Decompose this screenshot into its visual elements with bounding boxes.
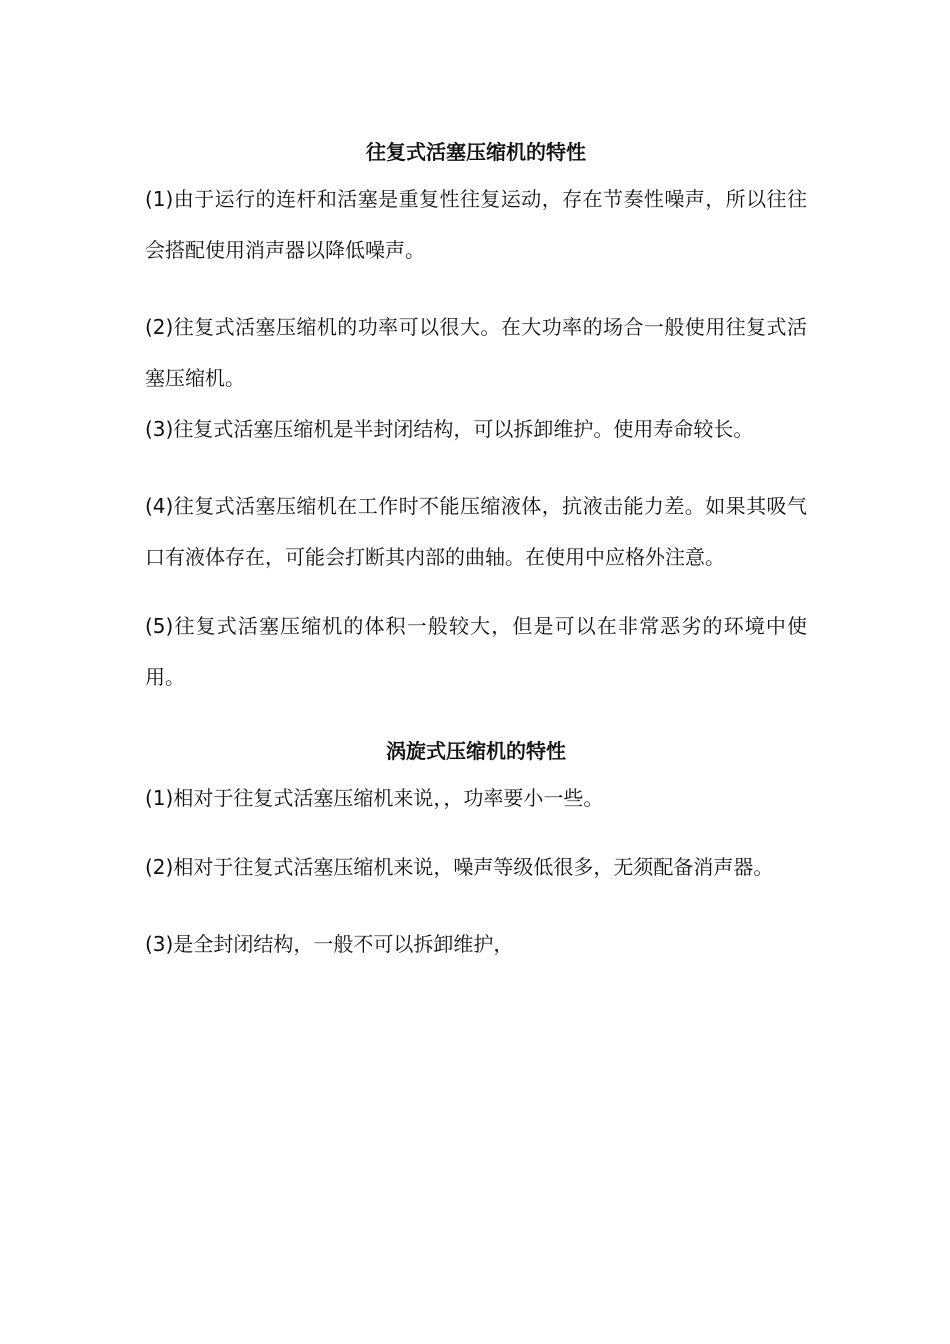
paragraph-reciprocating-3: (3)往复式活塞压缩机是半封闭结构，可以拆卸维护。使用寿命较长。 (145, 417, 754, 441)
section-title-scroll: 涡旋式压缩机的特性 (386, 739, 566, 763)
paragraph-reciprocating-5: (5)往复式活塞压缩机的体积一般较大，但是可以在非常恶劣的环境中使用。 (145, 614, 807, 689)
paragraph-gap (145, 583, 807, 601)
paragraph-gap (145, 893, 807, 919)
paragraph-gap (145, 824, 807, 842)
paragraph-reciprocating-2: (2)往复式活塞压缩机的功率可以很大。在大功率的场合一般使用往复式活塞压缩机。 (145, 315, 807, 390)
paragraph-scroll-2: (2)相对于往复式活塞压缩机来说，噪声等级低很多，无须配备消声器。 (145, 855, 774, 879)
paragraph-scroll-3: (3)是全封闭结构，一般不可以拆卸维护， (145, 932, 514, 956)
paragraph-reciprocating-4: (4)往复式活塞压缩机在工作时不能压缩液体，抗液击能力差。如果其吸气口有液体存在，可能会打断其内部的曲轴。在使用中应格外注意。 (145, 494, 807, 569)
section-title-reciprocating: 往复式活塞压缩机的特性 (366, 140, 586, 164)
paragraph-gap (145, 455, 807, 481)
paragraph-reciprocating-1: (1)由于运行的连杆和活塞是重复性往复运动，存在节奏性噪声，所以往往会搭配使用消声器以降低噪声。 (145, 187, 807, 262)
document-body (145, 130, 807, 970)
paragraph-scroll-1: (1)相对于往复式活塞压缩机来说，，功率要小一些。 (145, 786, 604, 810)
section-gap (145, 703, 807, 729)
paragraph-gap (145, 276, 807, 302)
